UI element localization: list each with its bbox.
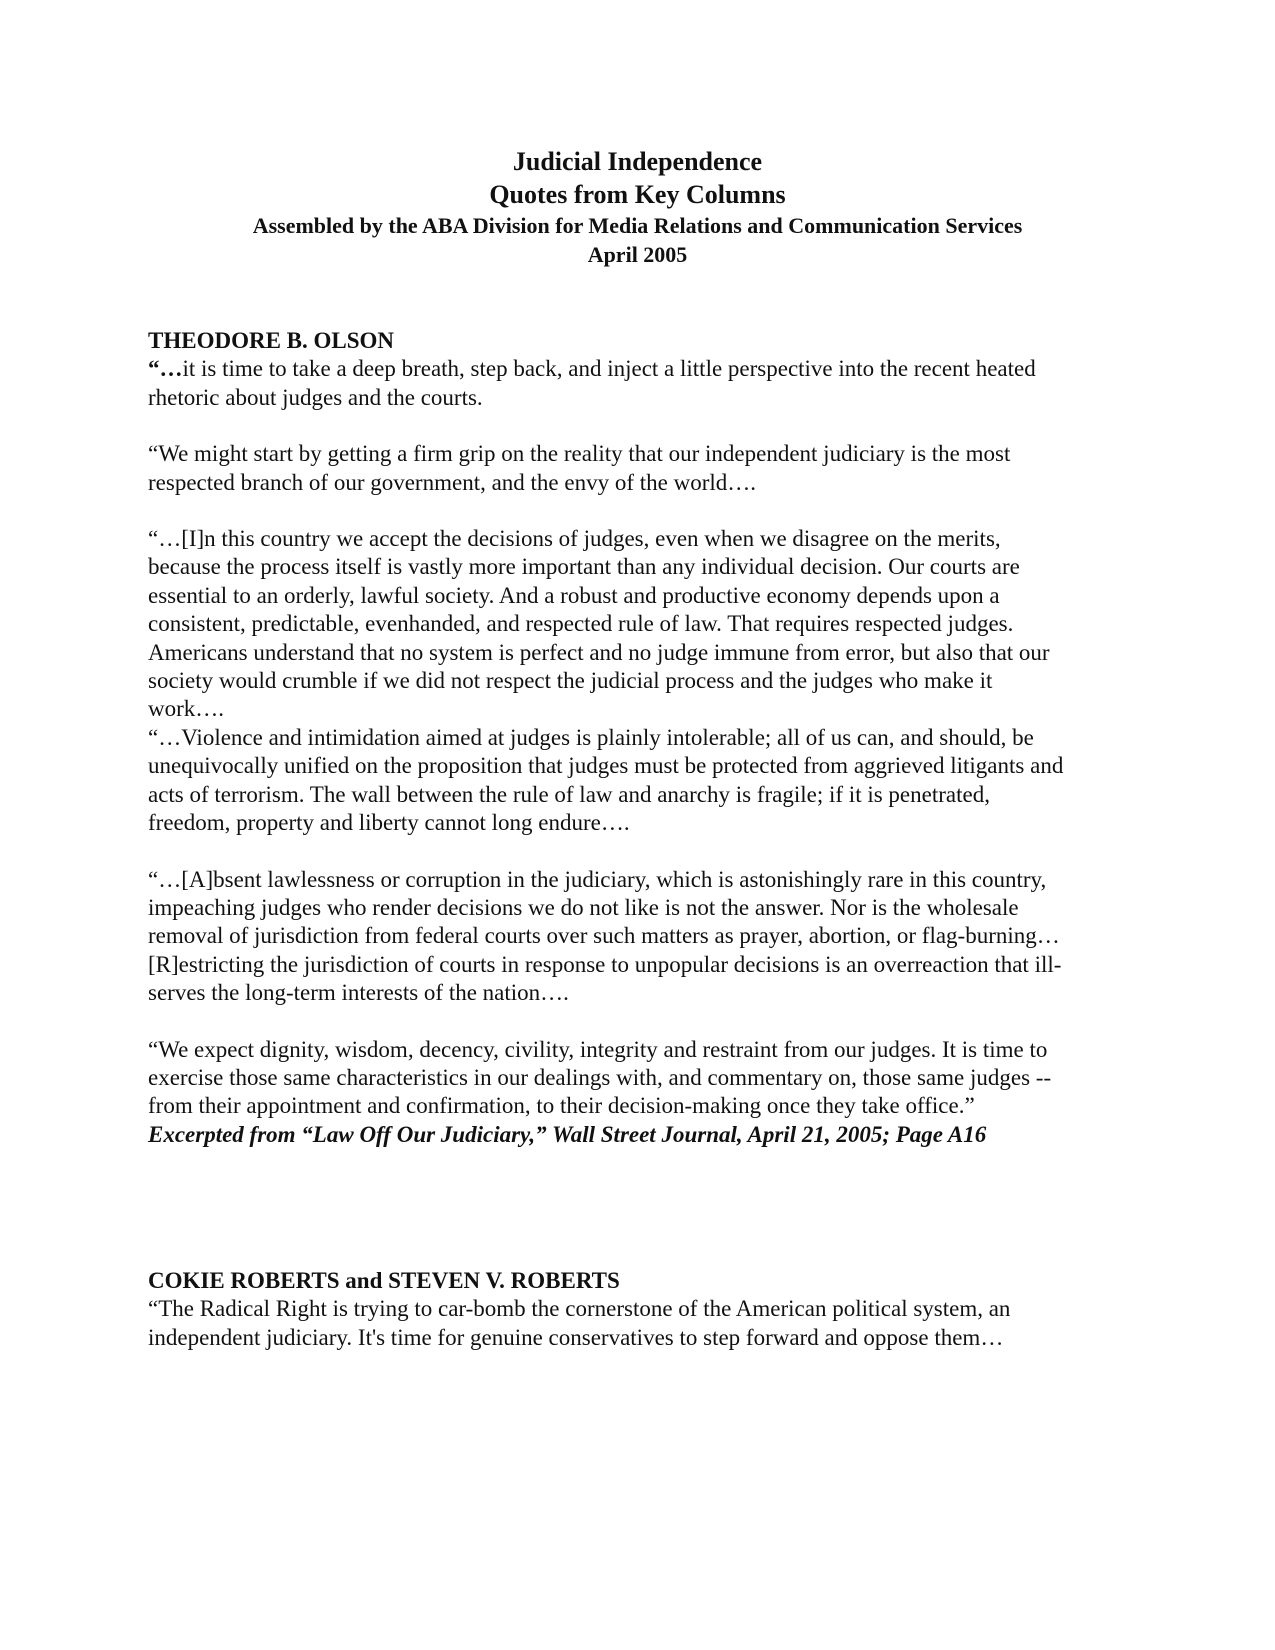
document-title: Judicial Independence [512, 147, 763, 176]
quote-paragraph [148, 355, 1068, 412]
quote-paragraph: “…[A]bsent lawlessness or corruption in the judiciary, which is astonishingly rare in this country, impeaching judges who render decisions we do not like is not the answer. Nor is the wholesale removal of jurisdiction from federal courts over such matters as prayer, abortion, or flag-burning… [R]estricting the jurisdiction of courts in response to unpopular decisions is an overreaction that ill-serves the long-term interests of the nation…. [148, 866, 1062, 1006]
section-roberts [148, 1267, 1068, 1352]
document-byline: Assembled by the ABA Division for Media Relations and Communication Services [252, 213, 1023, 238]
document-header [0, 145, 1275, 269]
document-subtitle: Quotes from Key Columns [489, 180, 786, 209]
source-citation: Excerpted from “Law Off Our Judiciary,” Wall Street Journal, April 21, 2005; Page A16 [148, 1121, 987, 1147]
quote-lead: “… [148, 356, 183, 382]
quote-paragraph: “…[I]n this country we accept the decisions of judges, even when we disagree on the merits, because the process itself is vastly more important than any individual decision. Our courts are essential to an orderly, lawful society. And a robust and productive economy depends upon a consistent, predictable, evenhanded, and respected rule of law. That requires respected judges. Americans understand that no system is perfect and no judge immune from error, but also that our society would crumble if we did not respect the judicial process and the judges who make it work…. [148, 526, 1050, 722]
quote-paragraph: “The Radical Right is trying to car-bomb the cornerstone of the American political system, an independent judiciary. It's time for genuine conservatives to step forward and oppose them… [148, 1296, 1011, 1350]
quote-paragraph: “We expect dignity, wisdom, decency, civility, integrity and restraint from our judges. It is time to exercise those same characteristics in our dealings with, and commentary on, those same judges -- from their appointment and confirmation, to their decision-making once they take office.” [148, 1036, 1052, 1119]
speaker-name: COKIE ROBERTS and STEVEN V. ROBERTS [148, 1268, 620, 1293]
section-olson [148, 327, 1068, 1149]
quote-text: it is time to take a deep breath, step back, and inject a little perspective into the recent heated rhetoric about judges and the courts. [148, 356, 1036, 410]
document-date: April 2005 [587, 242, 688, 267]
quote-paragraph: “We might start by getting a firm grip on the reality that our independent judiciary is the most respected branch of our government, and the envy of the world…. [148, 441, 1011, 495]
quote-paragraph: “…Violence and intimidation aimed at judges is plainly intolerable; all of us can, and should, be unequivocally unified on the proposition that judges must be protected from aggrieved litigants and acts of terrorism. The wall between the rule of law and anarchy is fragile; if it is penetrated, freedom, property and liberty cannot long endure…. [148, 724, 1064, 836]
speaker-name: THEODORE B. OLSON [148, 328, 395, 353]
